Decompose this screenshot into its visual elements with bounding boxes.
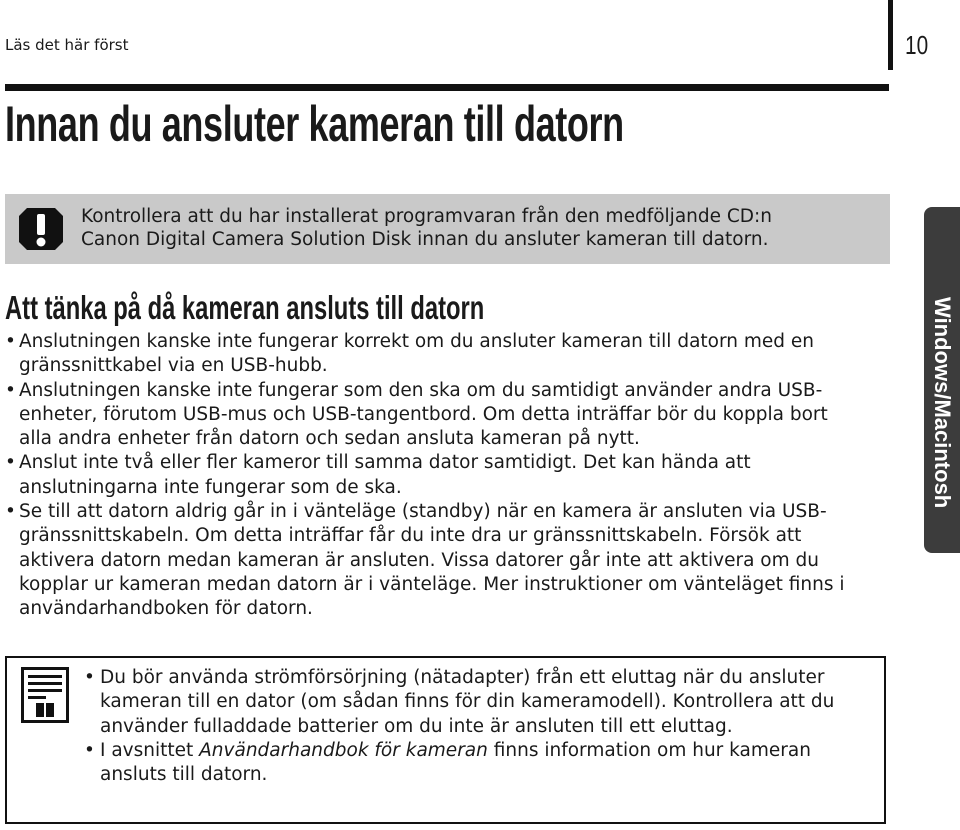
note-item2-prefix: I avsnittet <box>100 739 200 761</box>
title-rule <box>5 84 889 91</box>
list-item: • Anslut inte två eller fler kameror till samma dator samtidigt. Det kan hända att anslutningarna inte fungerar som de ska. <box>5 451 865 500</box>
note-list <box>84 666 874 787</box>
section-title: Att tänka på då kameran ansluts till datorn <box>5 289 485 326</box>
caution-line-1: Kontrollera att du har installerat programvaran från den medföljande CD:n <box>81 206 773 227</box>
note-item2-suffix: finns information om hur kameran ansluts till datorn. <box>100 739 811 786</box>
note-item2-italic: Användarhandbok för kameran <box>199 739 488 761</box>
bullet-list <box>5 330 865 622</box>
header-section-label: Läs det här först <box>5 36 129 54</box>
caution-box <box>5 194 890 264</box>
page-number: 10 <box>905 30 929 60</box>
memo-icon <box>21 667 69 723</box>
side-tab <box>924 207 960 553</box>
list-item: • Se till att datorn aldrig går in i vänteläge (standby) när en kamera är ansluten via USB-gränssnittskabeln. Om detta inträffar får du inte dra ur gränssnittskabeln. Försök att aktivera datorn medan kameran är ansluten. Vissa datorer går inte att aktivera om du kopplar ur kameran medan datorn är i vänteläge. Mer instruktioner om vänteläget finns i användarhandboken för datorn. <box>5 500 865 621</box>
exclamation-icon <box>17 206 65 252</box>
header-divider <box>888 0 893 70</box>
note-box <box>5 656 886 824</box>
side-tab-label: Windows/Macintosh <box>930 297 955 509</box>
list-item: • Anslutningen kanske inte fungerar som den ska om du samtidigt använder andra USB-enheter, förutom USB-mus och USB-tangentbord. Om detta inträffar bör du koppla bort alla andra enheter från datorn och sedan ansluta kameran på nytt. <box>5 379 865 452</box>
list-item: • Anslutningen kanske inte fungerar korrekt om du ansluter kameran till datorn med en gränssnittkabel via en USB-hubb. <box>5 330 865 379</box>
page-title: Innan du ansluter kameran till datorn <box>5 96 624 152</box>
caution-text <box>81 205 772 251</box>
list-item: • Du bör använda strömförsörjning (nätadapter) från ett eluttag när du ansluter kameran till en dator (om sådan finns för din kameramodell). Kontrollera att du använder fulladdade batterier om du inte är ansluten till ett eluttag. <box>84 666 874 739</box>
caution-line-2: Canon Digital Camera Solution Disk innan du ansluter kameran till datorn. <box>81 229 769 250</box>
list-item <box>84 739 874 788</box>
